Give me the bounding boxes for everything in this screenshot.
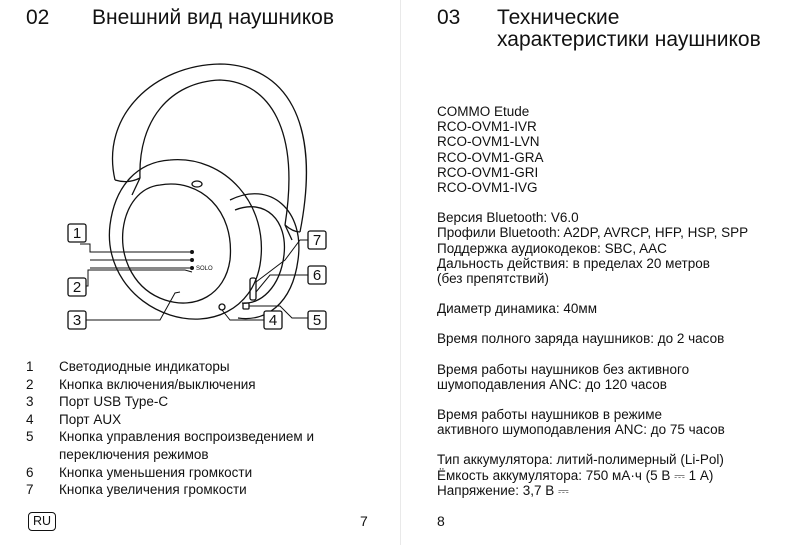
specifications (437, 104, 777, 513)
model-code: RCO-OVM1-GRA (437, 149, 544, 165)
section-title: Внешний вид наушников (92, 6, 334, 29)
callout-7 (308, 231, 326, 249)
callout-1 (68, 224, 86, 242)
callout-6 (308, 266, 326, 284)
legend-item: 3 Порт USB Type-C (26, 394, 169, 410)
model-code: RCO-OVM1-IVR (437, 119, 537, 135)
left-earcup-outer (109, 160, 261, 319)
callout-5 (308, 311, 326, 329)
section-number: 02 (26, 6, 50, 29)
spec-line: Время работы наушников без активного (437, 361, 690, 377)
legend-item: 4 Порт AUX (26, 411, 122, 427)
charge-time-spec (437, 331, 777, 346)
battery-specs (437, 452, 777, 498)
section-number: 03 (437, 6, 461, 29)
legend-item: 5 Кнопка управления воспроизведением и переключения режимов (26, 429, 315, 462)
runtime-no-anc-spec (437, 362, 777, 392)
svg-text:3: 3 (72, 312, 82, 329)
model-code: RCO-OVM1-LVN (437, 134, 540, 150)
svg-text:SOLO: SOLO (196, 266, 213, 272)
headphones-illustration (60, 60, 360, 345)
language-badge: RU (28, 512, 56, 531)
legend-item: 1 Светодиодные индикаторы (26, 359, 230, 374)
page-number: 7 (360, 513, 368, 529)
spec-line: Время полного заряда наушников: до 2 часов (437, 331, 725, 347)
spec-line: Ёмкость аккумулятора: 750 мА·ч (5 В ⎓ 1 А) (437, 467, 714, 483)
callout-4 (264, 311, 282, 329)
spec-line: шумоподавления ANC: до 120 часов (437, 376, 667, 392)
svg-text:1: 1 (72, 225, 82, 242)
spec-line: Диаметр динамика: 40мм (437, 301, 597, 317)
spec-line: Версия Bluetooth: V6.0 (437, 210, 579, 226)
left-cushion (123, 184, 231, 303)
spec-line: (без препятствий) (437, 271, 549, 287)
model-name: COMMO Etude (437, 104, 530, 119)
legend-item: 2 Кнопка включения/выключения (26, 376, 256, 392)
svg-text:7: 7 (312, 232, 322, 249)
model-code: RCO-OVM1-GRI (437, 164, 539, 180)
spec-line: Тип аккумулятора: литий-полимерный (Li-Pol) (437, 452, 724, 468)
legend-item: 6 Кнопка уменьшения громкости (26, 464, 253, 480)
spec-line: Поддержка аудиокодеков: SBC, AAC (437, 240, 667, 256)
runtime-anc-spec (437, 407, 777, 437)
model-list (437, 104, 777, 195)
right-page (401, 0, 800, 545)
callout-2 (68, 278, 86, 296)
spec-line: Напряжение: 3,7 В ⎓ (437, 482, 569, 498)
driver-spec (437, 301, 777, 316)
right-earcup (230, 194, 299, 319)
spec-line: Профили Bluetooth: A2DP, AVRCP, HFP, HSP, SPP (437, 225, 749, 241)
svg-text:4: 4 (268, 312, 278, 329)
bluetooth-specs (437, 210, 777, 286)
legend-item: 7 Кнопка увеличения громкости (26, 482, 247, 498)
page-number: 8 (437, 513, 445, 529)
spec-line: Время работы наушников в режиме (437, 407, 662, 423)
model-code: RCO-OVM1-IVG (437, 180, 538, 196)
svg-text:2: 2 (72, 279, 82, 296)
section-title: Технические характеристики наушников (497, 6, 761, 51)
parts-legend (26, 358, 359, 499)
callout-3 (68, 311, 86, 329)
svg-text:5: 5 (312, 312, 322, 329)
svg-text:6: 6 (312, 267, 322, 284)
spec-line: Дальность действия: в пределах 20 метров (437, 255, 710, 271)
spec-line: активного шумоподавления ANC: до 75 часов (437, 422, 725, 438)
